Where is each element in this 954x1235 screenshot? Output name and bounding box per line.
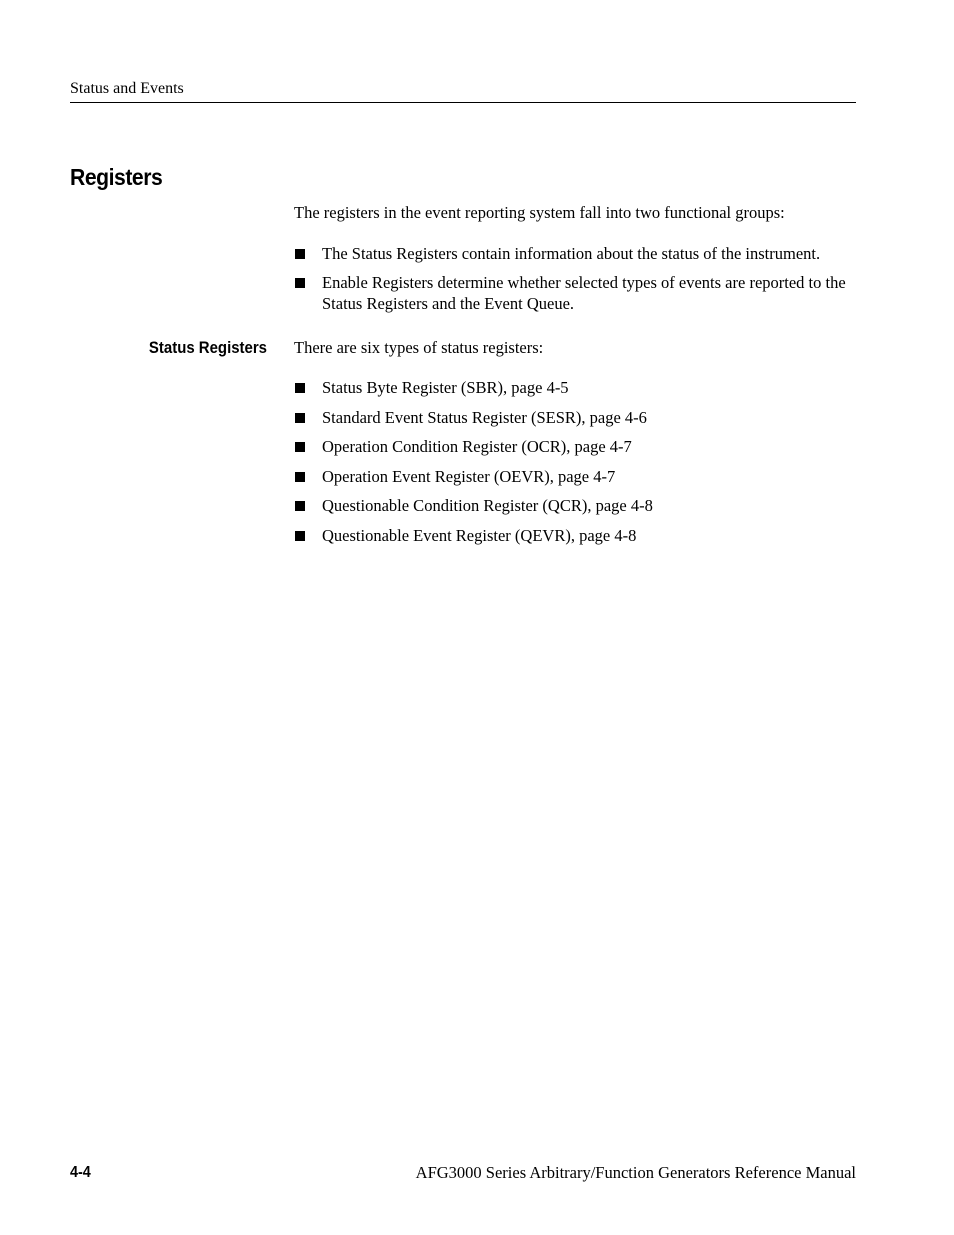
page-number: 4-4: [70, 1164, 91, 1181]
list-item: [294, 243, 856, 264]
list-item: [294, 407, 856, 428]
list-item: [294, 436, 856, 457]
section-title: Registers: [70, 164, 163, 190]
list-item-text: Operation Event Register (OEVR), page 4-7: [322, 466, 616, 486]
list-item-text: Operation Condition Register (OCR), page 4-7: [322, 437, 632, 457]
square-bullet-icon: [295, 413, 305, 423]
square-bullet-icon: [295, 472, 305, 482]
square-bullet-icon: [295, 442, 305, 452]
list-item-text: Standard Event Status Register (SESR), page 4-6: [322, 407, 647, 427]
registers-intro: The registers in the event reporting system fall into two functional groups:: [294, 203, 785, 222]
manual-title: AFG3000 Series Arbitrary/Function Generators Reference Manual: [415, 1163, 856, 1182]
list-item: [294, 495, 856, 516]
list-item-text: Questionable Condition Register (QCR), page 4-8: [322, 496, 653, 516]
list-item: [294, 525, 856, 546]
list-item-text: Status Byte Register (SBR), page 4-5: [322, 378, 569, 397]
list-item-text: Questionable Event Register (QEVR), page 4-8: [322, 525, 637, 545]
square-bullet-icon: [295, 501, 305, 511]
list-item: [294, 272, 856, 314]
list-item-text: The Status Registers contain information about the status of the instrument.: [322, 244, 821, 263]
status-registers-heading: Status Registers: [148, 338, 267, 357]
list-item: [294, 377, 856, 398]
register-groups-list: [294, 243, 856, 322]
square-bullet-icon: [295, 383, 305, 393]
status-registers-intro: There are six types of status registers:: [294, 338, 544, 357]
list-item-text: Enable Registers determine whether selected types of events are reported to the Status Registers and the Event Queue.: [322, 273, 846, 313]
running-header: Status and Events: [70, 80, 856, 103]
square-bullet-icon: [295, 531, 305, 541]
square-bullet-icon: [295, 278, 305, 288]
status-register-types-list: [294, 377, 856, 555]
square-bullet-icon: [295, 249, 305, 259]
list-item: [294, 466, 856, 487]
